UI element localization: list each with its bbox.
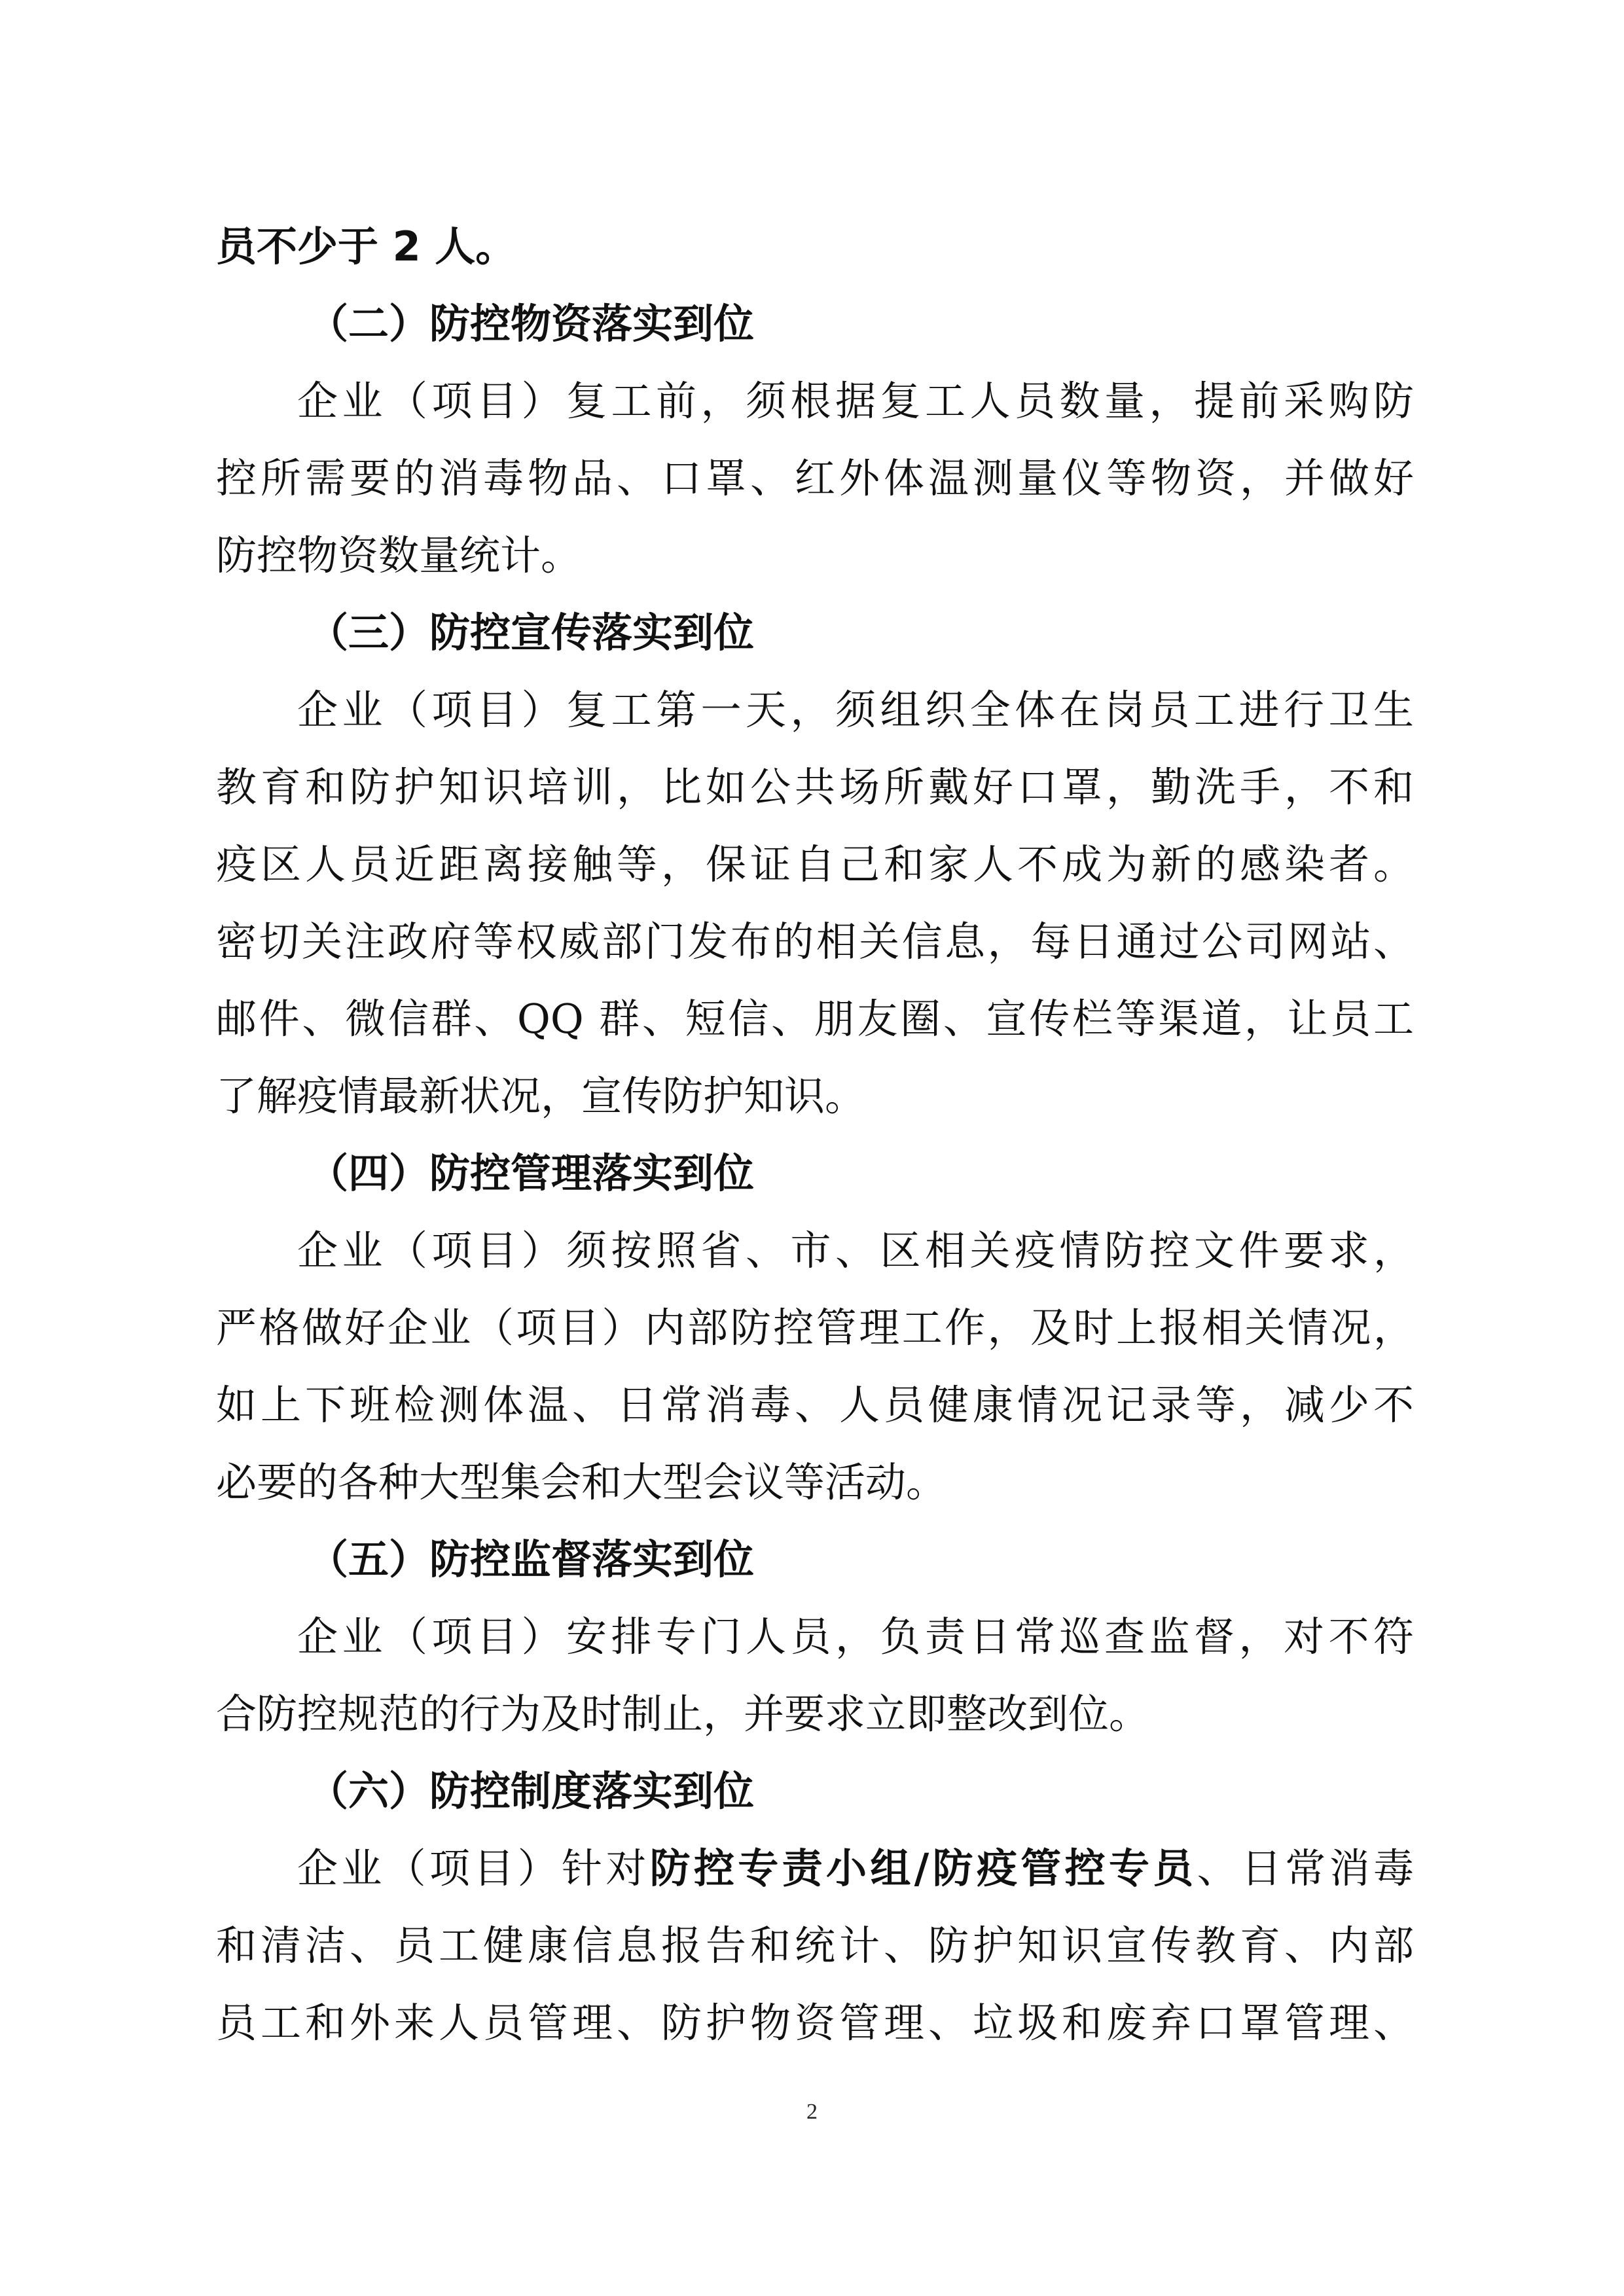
- paragraph-line: 严格做好企业（项目）内部防控管理工作，及时上报相关情况，: [216, 1304, 1414, 1352]
- paragraph-text: 、日常消毒: [1197, 1844, 1414, 1892]
- paragraph-line-continuation: 员不少于 2 人。: [216, 223, 516, 270]
- paragraph-line: 企业（项目）须按照省、市、区相关疫情防控文件要求，: [297, 1227, 1414, 1274]
- paragraph-line: 了解疫情最新状况，宣传防护知识。: [216, 1072, 866, 1120]
- section-heading-6: （六）防控制度落实到位: [308, 1767, 755, 1815]
- section-heading-3: （三）防控宣传落实到位: [308, 609, 755, 656]
- paragraph-line: 疫区人员近距离接触等，保证自己和家人不成为新的感染者。: [216, 840, 1414, 888]
- paragraph-line: 教育和防护知识培训，比如公共场所戴好口罩，勤洗手，不和: [216, 763, 1414, 811]
- paragraph-line: 必要的各种大型集会和大型会议等活动。: [216, 1458, 947, 1506]
- paragraph-line: 企业（项目）复工第一天，须组织全体在岗员工进行卫生: [297, 686, 1414, 734]
- paragraph-line: 密切关注政府等权威部门发布的相关信息，每日通过公司网站、: [216, 918, 1414, 965]
- paragraph-line: 如上下班检测体温、日常消毒、人员健康情况记录等，减少不: [216, 1381, 1414, 1429]
- paragraph-line: 合防控规范的行为及时制止，并要求立即整改到位。: [216, 1690, 1150, 1738]
- paragraph-text: 企业（项目）针对: [297, 1844, 650, 1892]
- paragraph-line: 企业（项目）安排专门人员，负责日常巡查监督，对不符: [297, 1613, 1414, 1660]
- paragraph-line: 员工和外来人员管理、防护物资管理、垃圾和废弃口罩管理、: [216, 1999, 1414, 2047]
- page-number: 2: [806, 2100, 818, 2124]
- document-body: [216, 208, 1414, 2062]
- section-heading-5: （五）防控监督落实到位: [308, 1535, 755, 1583]
- section-heading-2: （二）防控物资落实到位: [308, 300, 755, 348]
- emphasized-text: 防控专责小组/防疫管控专员: [649, 1844, 1197, 1892]
- paragraph-line-mixed: [216, 1830, 1414, 1907]
- paragraph-line: 企业（项目）复工前，须根据复工人员数量，提前采购防: [297, 377, 1414, 425]
- paragraph-line: 邮件、微信群、QQ 群、短信、朋友圈、宣传栏等渠道，让员工: [216, 995, 1414, 1043]
- paragraph-line: 控所需要的消毒物品、口罩、红外体温测量仪等物资，并做好: [216, 454, 1414, 502]
- paragraph-line: 防控物资数量统计。: [216, 531, 582, 579]
- section-heading-4: （四）防控管理落实到位: [308, 1149, 755, 1197]
- paragraph-line: 和清洁、员工健康信息报告和统计、防护知识宣传教育、内部: [216, 1922, 1414, 1969]
